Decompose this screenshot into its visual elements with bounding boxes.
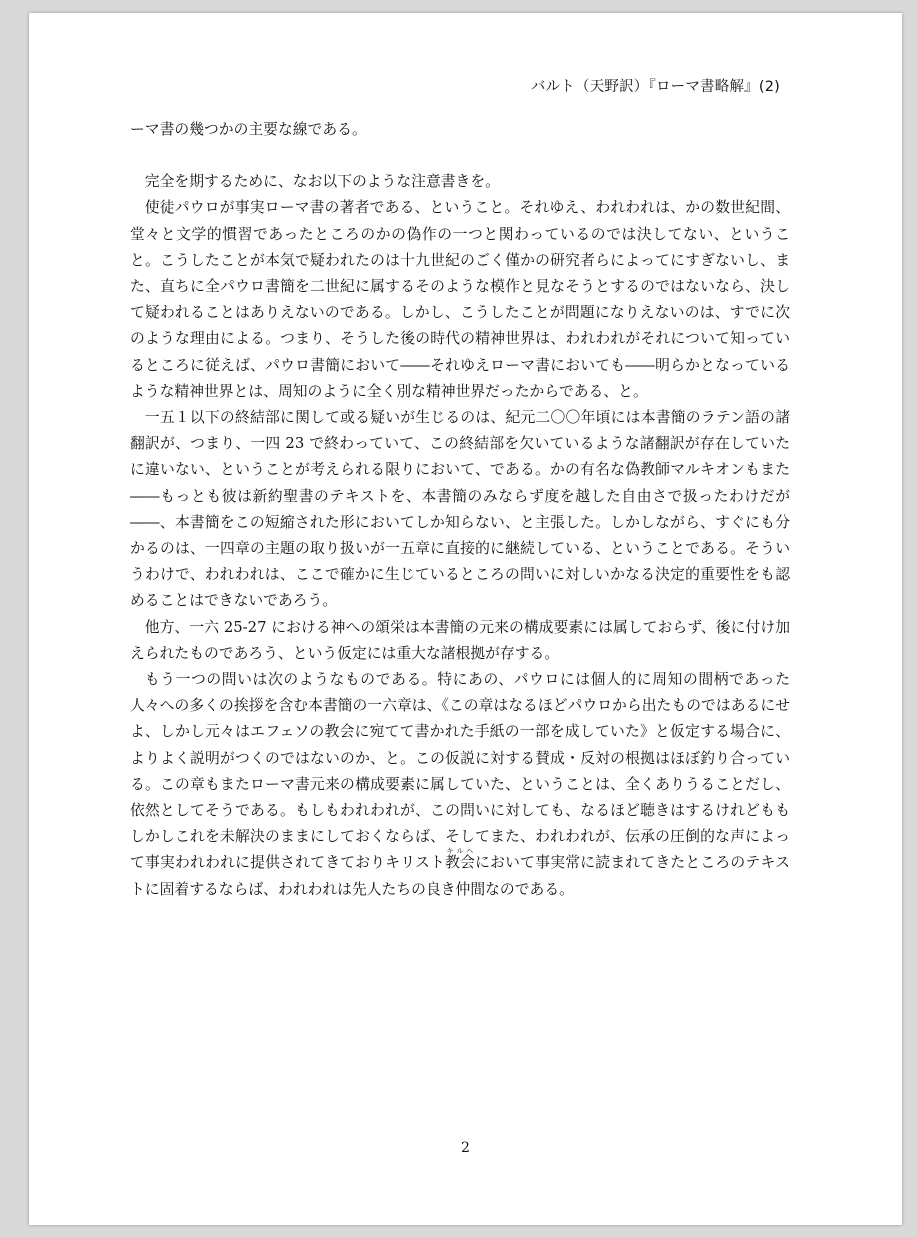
- ruby-church: [445, 847, 476, 872]
- paragraph-2: 使徒パウロが事実ローマ書の著者である、ということ。それゆえ、われわれは、かの数世紀間、堂々と文学的慣習であったところのかの偽作の一つと関わっているのでは決してない、ということ。こうしたことが本気で疑われたのは十九世紀のごく僅かの研究者らによってにすぎないし、また、直ちに全パウロ書簡を二世紀に属するそのような模作と見なそうとするのではないなら、決して疑われることはありえないのである。しかし、こうしたことが問題になりえないのは、すでに次のような理由による。つまり、そうした後の時代の精神世界は、われわれがそれについて知っているところに従えば、パウロ書簡において――それゆえローマ書においても――明らかとなっているような精神世界とは、周知のように全く別な精神世界だったからである、と。: [130, 199, 790, 400]
- paragraph-continuation: ーマ書の幾つかの主要な線である。: [130, 121, 367, 138]
- document-page: [29, 13, 902, 1225]
- paragraph-5: [130, 667, 790, 903]
- body-text: [130, 117, 790, 903]
- paragraph-1: 完全を期するために、なお以下のような注意書きを。: [144, 173, 500, 191]
- paragraph-5-text-b: において事実常に読まれてきたところのテキストに固着するならば、われわれは先人たちの良き仲間なのである。: [130, 854, 790, 898]
- ruby-base: 教会: [445, 854, 476, 872]
- page-number: 2: [461, 1140, 470, 1156]
- paragraph-5-text-a: もう一つの問いは次のようなものである。特にあの、パウロには個人的に周知の間柄であった人々への多くの挨拶を含む本書簡の一六章は、《この章はなるほどパウロから出たものではあるにせよ、しかし元々はエフェソの教会に宛てて書かれた手紙の一部を成していた》と仮定する場合に、よりよく説明がつくのではないのか、と。この仮説に対する賛成・反対の根拠はほぼ釣り合っている。この章もまたローマ書元来の構成要素に属していた、ということは、全くありうることだし、依然としてそうである。もしもわれわれが、この問いに対しても、なるほど聴きはするけれどももしかしこれを未解決のままにしておくならば、そしてまた、われわれが、伝承の圧倒的な声によって事実われわれに提供されてきておりキリスト: [130, 671, 790, 872]
- running-header: バルト（天野訳）『ローマ書略解』(2): [530, 79, 780, 95]
- paragraph-4: 他方、一六 25-27 における神への頌栄は本書簡の元来の構成要素には属しておらず、後に付け加えられたものであろう、という仮定には重大な諸根拠が存する。: [130, 618, 790, 662]
- ruby-reading: キルヘ: [445, 847, 475, 856]
- paragraph-gap: [130, 143, 790, 169]
- paragraph-3: 一五１以下の終結部に関して或る疑いが生じるのは、紀元二〇〇年頃には本書簡のラテン語の諸翻訳が、つまり、一四 23 で終わっていて、この終結部を欠いているような諸翻訳が存在していたに違いない、ということが考えられる限りにおいて、である。かの有名な偽教師マルキオンもまた――もっとも彼は新約聖書のテキストを、本書簡のみならず度を越した自由さで扱ったわけだが――、本書簡をこの短縮された形においてしか知らない、と主張した。しかしながら、すぐにも分かるのは、一四章の主題の取り扱いが一五章に直接的に継続している、ということである。そういうわけで、われわれは、ここで確かに生じているところの問いに対しいかなる決定的重要性をも認めることはできないであろう。: [130, 409, 790, 610]
